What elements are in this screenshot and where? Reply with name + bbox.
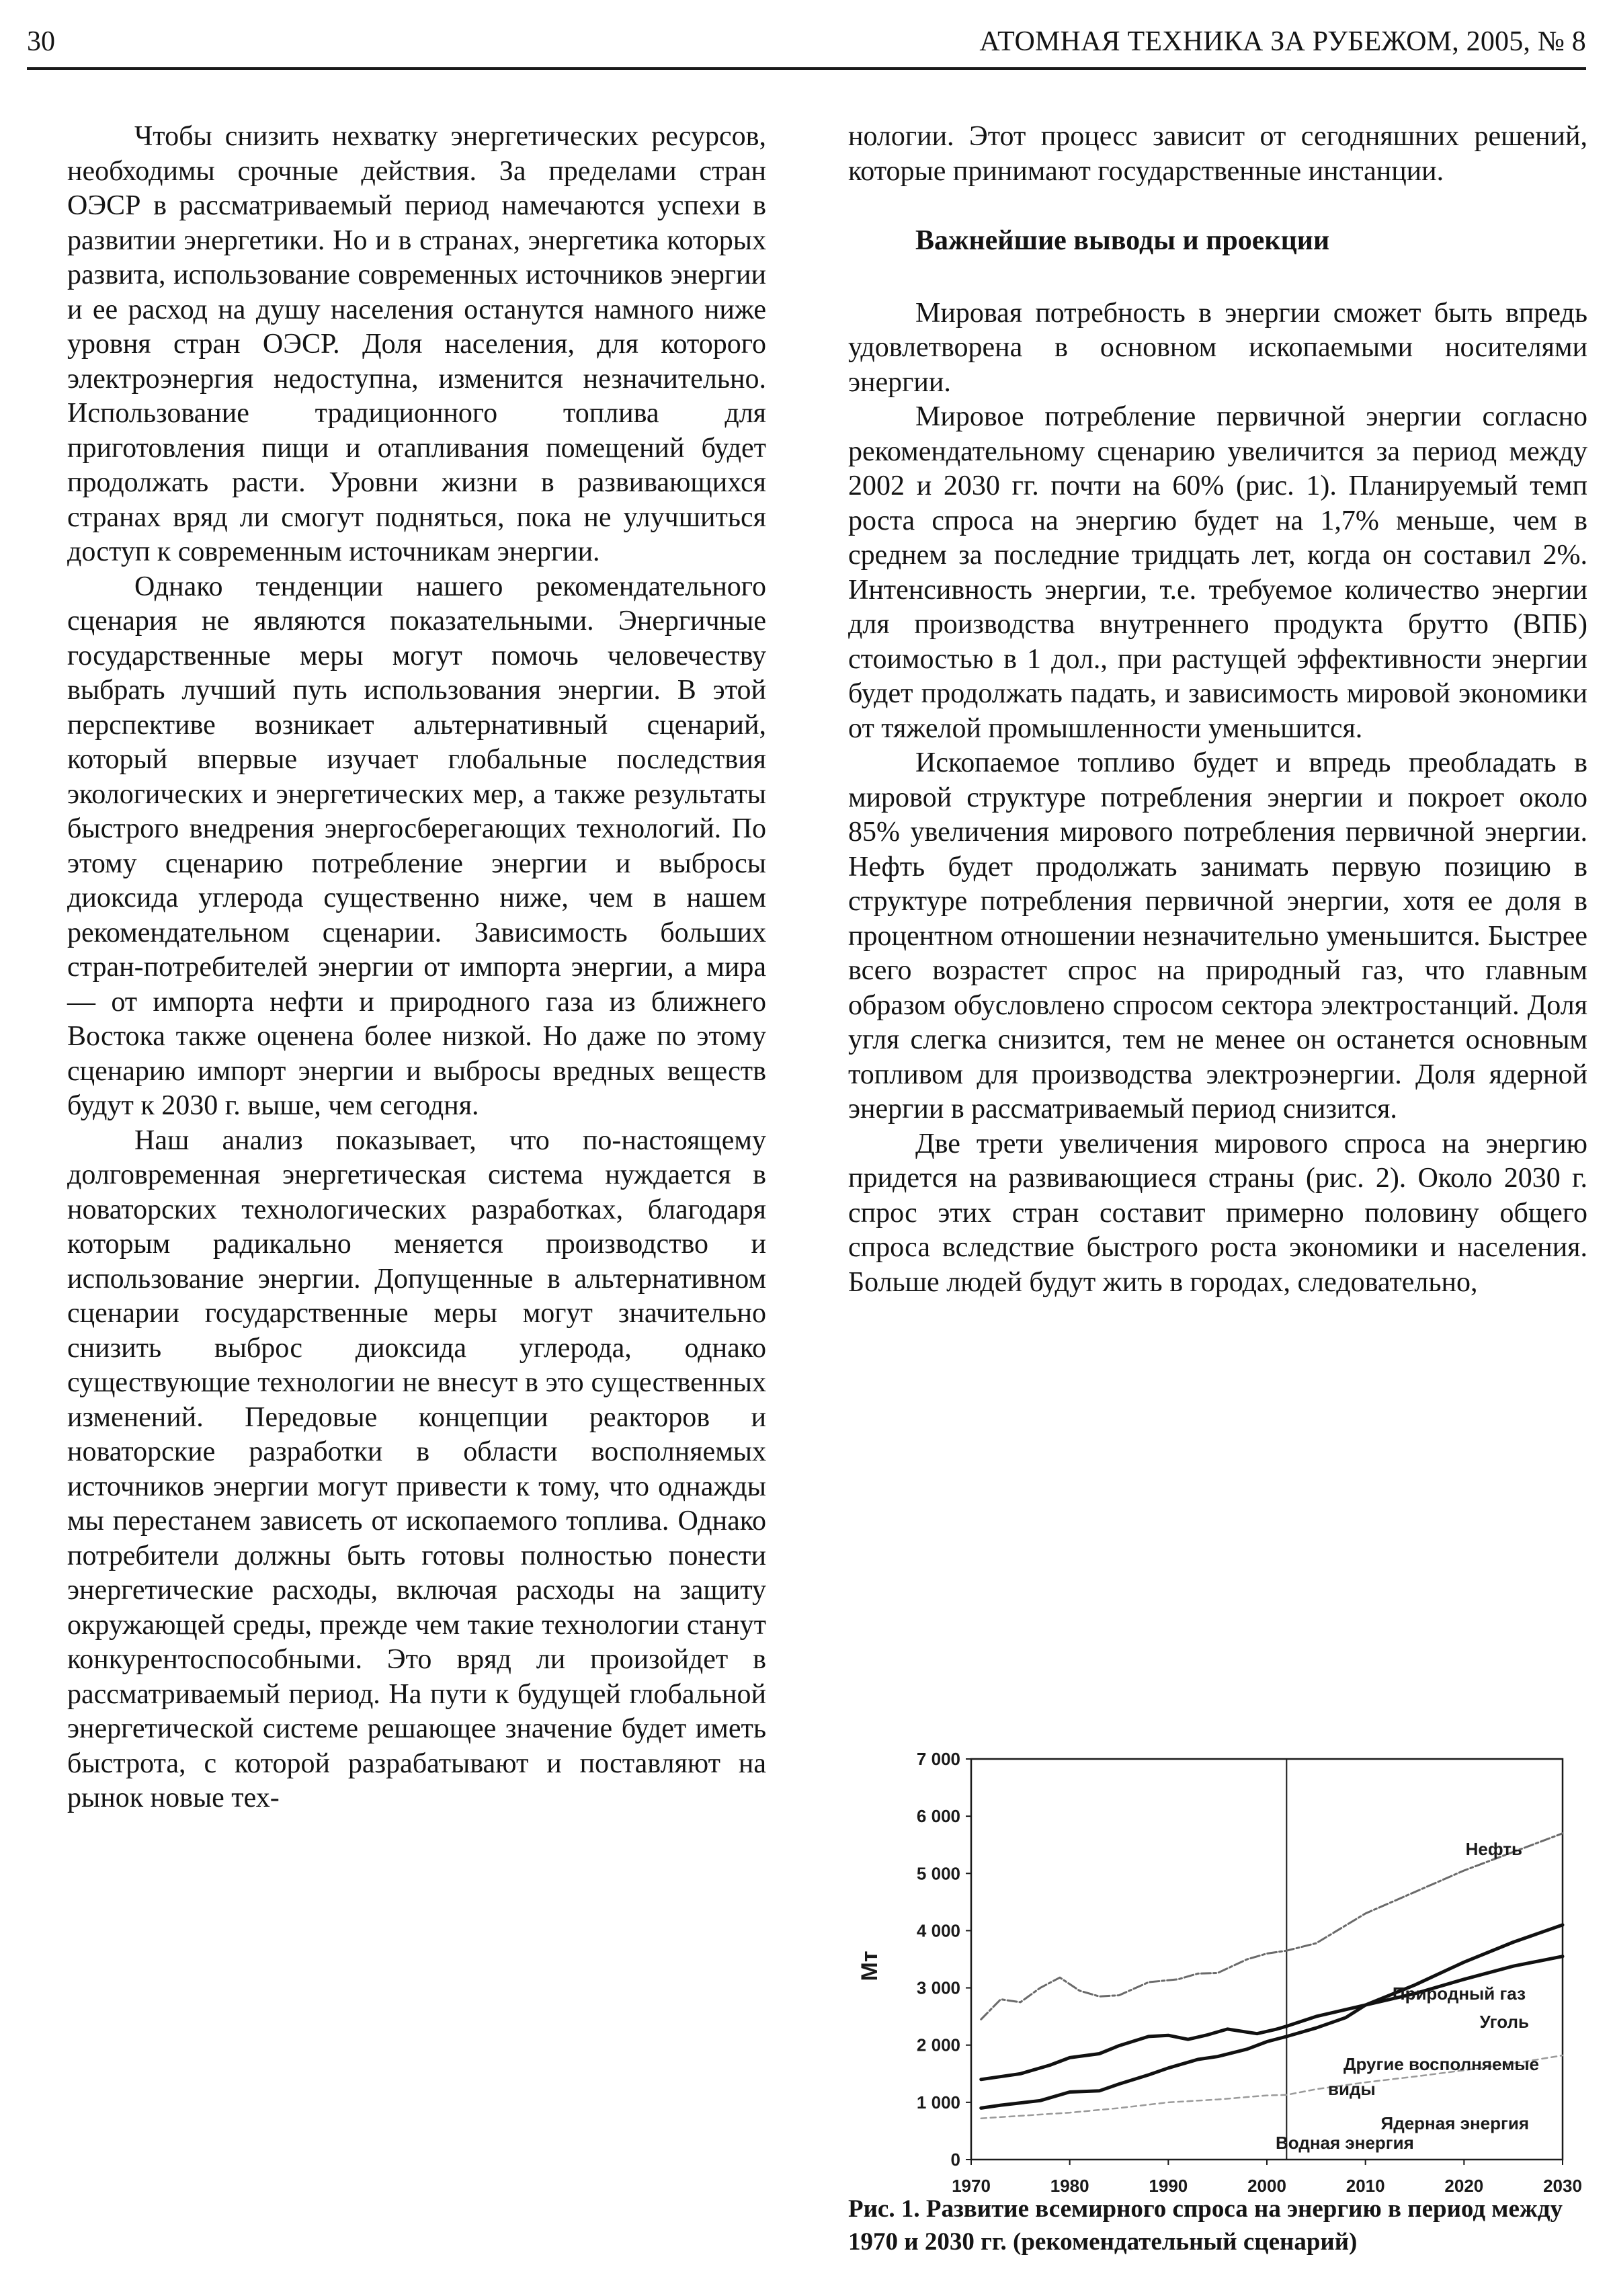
paragraph: Чтобы снизить нехватку энергетических ресурсов, необходимы срочные действия. За пределами стран ОЭСР в рассматриваемый период намечаются успехи в развитии энергетики. Но и в странах, энергетика которых развита, использование современных источников энергии и ее расход на душу населения останутся намного ниже уровня стран ОЭСР. Доля населения, для которого электроэнергия недоступна, изменится незначительно. Использование традиционного топлива для приготовления пищи и отапливания помещений будет продолжать расти. Уровни жизни в развивающихся странах вряд ли смогут подняться, пока не улучшиться доступ к современным источникам энергии. <box>67 121 766 567</box>
x-tick-label: 2000 <box>1247 2176 1286 2196</box>
paragraph-continuation: нологии. Этот процесс зависит от сегодняшних решений, которые принимают государственные инстанции. <box>848 121 1587 187</box>
y-tick-label: 4 000 <box>916 1920 960 1941</box>
left-column <box>67 120 766 1816</box>
x-tick-label: 1970 <box>952 2176 991 2196</box>
x-tick-label: 2030 <box>1543 2176 1582 2196</box>
section-heading: Важнейшие выводы и проекции <box>915 225 1330 256</box>
y-tick-label: 3 000 <box>916 1977 960 1998</box>
paragraph: Наш анализ показывает, что по-настоящему долговременная энергетическая система нуждается в новаторских технологических разработках, благодаря которым радикально меняется производство и использование энергии. Допущенные в альтернативном сценарии государственные меры могут значительно снизить выброс диоксида углерода, однако существующие технологии не внесут в это существенных изменений. Передовые концепции реакторов и новаторские разработки в области восполняемых источников энергии могут привести к тому, что однажды мы перестанем зависеть от ископаемого топлива. Однако потребители должны быть готовы полностью понести энергетические расходы, включая расходы на защиту окружающей среды, прежде чем такие технологии станут конкурентоспособными. Это вряд ли произойдет в рассматриваемый период. На пути к будущей глобальной энергетической системе решающее значение будет иметь быстрота, с которой разрабатывают и поставляют на рынок новые тех- <box>67 1124 766 1813</box>
y-tick-label: 2 000 <box>916 2035 960 2055</box>
curve-labels <box>1276 1839 1539 2153</box>
curve-label: Уголь <box>1479 2012 1529 2032</box>
figure-caption: Рис. 1. Развитие всемирного спроса на энергию в период между 1970 и 2030 гг. (рекомендательный сценарий) <box>848 2195 1563 2256</box>
paragraph: Две трети увеличения мирового спроса на энергию придется на развивающиеся страны (рис. 2). Около 2030 г. спрос этих стран составит примерно половину общего спроса вследствие быстрого роста экономики и населения. Больше людей будут жить в городах, следовательно, <box>848 1128 1587 1298</box>
y-axis-label: Мт <box>857 1951 882 1981</box>
journal-title: АТОМНАЯ ТЕХНИКА ЗА РУБЕЖОМ, 2005, № 8 <box>979 26 1586 57</box>
running-header <box>27 22 1586 62</box>
curve-label: Природный газ <box>1392 1983 1526 2004</box>
paragraph: Однако тенденции нашего рекомендательного сценария не являются показательными. Энергичные государственные меры могут помочь человечеству выбрать лучший путь использования энергии. В этой перспективе возникает альтернативный сценарий, который впервые изучает глобальные последствия экологических и энергетических мер, а также результаты быстрого внедрения энергосберегающих технологий. По этому сценарию потребление энергии и выбросы диоксида углерода существенно ниже, чем в нашем рекомендательном сценарии. Зависимость больших стран-потребителей энергии от импорта энергии, а мира — от импорта нефти и природного газа из ближнего Востока также оценена более низкой. Но даже по этому сценарию импорт энергии и выбросы вредных веществ будут к 2030 г. выше, чем сегодня. <box>67 571 766 1121</box>
y-tick-label: 1 000 <box>916 2092 960 2113</box>
curve-label: Ядерная энергия <box>1380 2113 1529 2133</box>
right-column <box>848 120 1587 1300</box>
x-tick-label: 1990 <box>1149 2176 1188 2196</box>
figure-energy-demand <box>833 1727 1600 2198</box>
page-number: 30 <box>27 26 55 57</box>
curve-label: виды <box>1328 2079 1376 2099</box>
x-tick-label: 2010 <box>1346 2176 1385 2196</box>
paragraph: Мировая потребность в энергии сможет быть впредь удовлетворена в основном ископаемыми носителями энергии. <box>848 297 1587 398</box>
x-tick-label: 1980 <box>1050 2176 1089 2196</box>
curve-label: Другие восполняемые <box>1343 2054 1539 2074</box>
x-tick-label: 2020 <box>1444 2176 1484 2196</box>
series-lines <box>981 1834 1563 2119</box>
curve-label: Нефть <box>1465 1839 1522 1859</box>
curve-label: Водная энергия <box>1276 2133 1414 2153</box>
paragraph: Ископаемое топливо будет и впредь преобладать в мировой структуре потребления энергии и покроет около 85% увеличения мирового потребления первичной энергии. Нефть будет продолжать занимать первую позицию в структуре потребления первичной энергии, хотя ее доля в процентном отношении незначительно уменьшится. Быстрее всего возрастет спрос на природный газ, что главным образом обусловлено спросом сектора электростанций. Доля угля слегка снизится, тем не менее он останется основным топливом для производства электроэнергии. Доля ядерной энергии в рассматриваемый период снизится. <box>848 747 1587 1124</box>
paragraph: Мировое потребление первичной энергии согласно рекомендательному сценарию увеличится за период между 2002 и 2030 гг. почти на 60% (рис. 1). Планируемый темп роста спроса на энергию будет на 1,7% меньше, чем в среднем за последние тридцать лет, когда он составил 2%. Интенсивность энергии, т.е. требуемое количество энергии для производства внутреннего продукта брутто (ВПБ) стоимостью в 1 дол., при растущей эффективности энергии будет продолжать падать, и зависимость мировой экономики от тяжелой промышленности уменьшится. <box>848 401 1587 744</box>
y-tick-label: 6 000 <box>916 1806 960 1827</box>
header-rule <box>27 67 1586 70</box>
energy-demand-chart <box>833 1727 1600 2198</box>
y-tick-label: 7 000 <box>916 1749 960 1769</box>
y-tick-label: 5 000 <box>916 1863 960 1884</box>
y-tick-label: 0 <box>950 2149 960 2170</box>
